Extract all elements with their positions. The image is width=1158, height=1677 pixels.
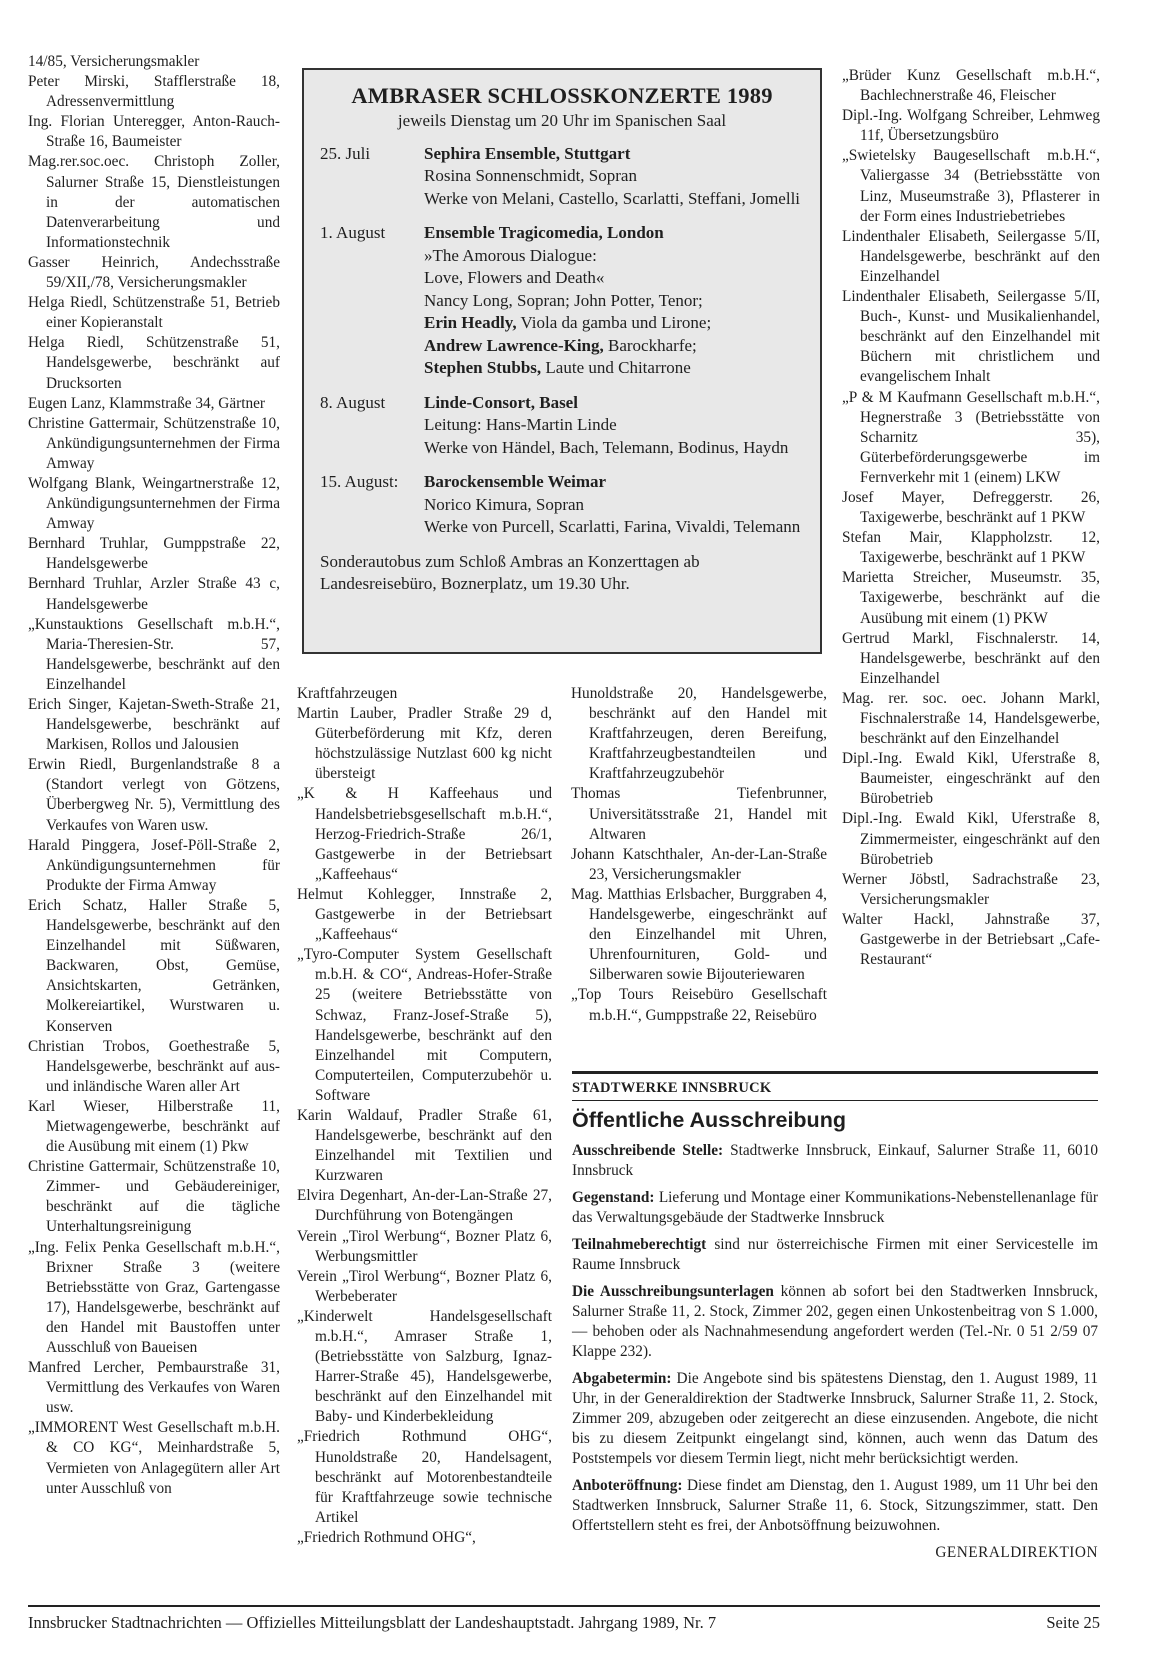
register-entry: Dipl.-Ing. Ewald Kikl, Uferstraße 8, Zimmermeister, eingeschränkt auf den Bürobetrieb — [842, 810, 1100, 868]
concert-line: »The Amorous Dialogue: — [424, 245, 597, 265]
concert-line: Norico Kimura, Sopran — [424, 494, 585, 514]
register-entry: Eugen Lanz, Klammstraße 34, Gärtner — [28, 394, 266, 412]
concert-date: 25. Juli — [320, 143, 371, 163]
tender-paragraph-text: Die Angebote sind bis spätestens Dienstag, den 1. August 1989, 11 Uhr, in der Generaldirektion der Stadtwerke Innsbruck, Salurner Straße 11, 2. Stock, Zimmer 209, abzugeben oder zeitgerecht an diese einzusenden. Angebote, die nicht bis zu diesem Zeitpunkt eingelangt sind, können, auch wenn das Datum des Poststempels vor diesem Termin liegt, nicht mehr berücksichtigt werden. — [572, 1370, 1098, 1467]
concert-line: Werke von Händel, Bach, Telemann, Bodinus, Haydn — [424, 437, 789, 457]
concert-event — [320, 222, 804, 380]
register-entry: „Friedrich Rothmund OHG“, Hunoldstraße 20, Handelsagent, beschränkt auf Motorenbestandteile für Kraftfahrzeuge sowie technische Artikel — [297, 1428, 552, 1526]
concert-line: Werke von Purcell, Scarlatti, Farina, Vivaldi, Telemann — [424, 517, 801, 536]
register-entry: Bernhard Truhlar, Arzler Straße 43 c, Handelsgewerbe — [28, 575, 280, 613]
concert-line: Stephen Stubbs, Laute und Chitarrone — [424, 358, 691, 377]
performer-name: Andrew Lawrence-King, — [424, 335, 604, 355]
register-entry: „Brüder Kunz Gesellschaft m.b.H.“, Bachlechnerstraße 46, Fleischer — [842, 67, 1100, 105]
public-tender-notice — [572, 1071, 1098, 1563]
register-entry: „Swietelsky Baugesellschaft m.b.H.“, Valiergasse 34 (Betriebsstätte von Linz, Museumstraße 3), Pflasterer in der Form eines Industriebetriebes — [842, 147, 1100, 225]
concert-line: Nancy Long, Sopran; John Potter, Tenor; — [424, 290, 703, 310]
concert-line: Love, Flowers and Death« — [424, 268, 605, 287]
concert-bus-note: Sonderautobus zum Schloß Ambras an Konzerttagen ab Landesreisebüro, Boznerplatz, um 19.30 Uhr. — [320, 551, 700, 593]
register-entry: Christine Gattermair, Schützenstraße 10, Ankündigungsunternehmen der Firma Amway — [28, 414, 280, 472]
register-entry: Kraftfahrzeugen — [297, 685, 398, 702]
register-entry: Christian Trobos, Goethestraße 5, Handelsgewerbe, beschränkt auf aus- und inländische Waren aller Art — [28, 1037, 280, 1095]
concert-details — [424, 222, 804, 380]
concert-line: Rosina Sonnenschmidt, Sopran — [424, 166, 637, 185]
register-entry: Dipl.-Ing. Wolfgang Schreiber, Lehmweg 11f, Übersetzungsbüro — [842, 107, 1100, 145]
register-entry: „Kunstauktions Gesellschaft m.b.H.“, Maria-Theresien-Str. 57, Handelsgewerbe, beschränkt auf den Einzelhandel — [28, 615, 280, 693]
concert-event — [320, 143, 804, 211]
register-entry: Helga Riedl, Schützenstraße 51, Handelsgewerbe, beschränkt auf Drucksorten — [28, 334, 280, 392]
tender-body — [572, 1141, 1098, 1536]
register-entry: Verein „Tirol Werbung“, Bozner Platz 6, Werbungsmittler — [297, 1227, 552, 1265]
tender-paragraph-text: Stadtwerke Innsbruck, Einkauf, Salurner Straße 11, 6010 Innsbruck — [572, 1142, 1099, 1179]
register-entry: „Ing. Felix Penka Gesellschaft m.b.H.“, Brixner Straße 3 (weitere Betriebsstätte von Graz, Gartengasse 17), Handelsgewerbe, beschränkt auf den Handel mit Baustoffen unter Ausschluß von Baueisen — [28, 1238, 280, 1356]
register-entry: Walter Hackl, Jahnstraße 37, Gastgewerbe in der Betriebsart „Cafe-Restaurant“ — [842, 910, 1100, 969]
page-footer — [28, 1605, 1100, 1632]
register-entry: Christine Gattermair, Schützenstraße 10, Zimmer- und Gebäudereiniger, beschränkt auf die tägliche Unterhaltungsreinigung — [28, 1158, 280, 1236]
register-column-2 — [297, 684, 552, 1548]
tender-paragraph-label: Teilnahmeberechtigt — [572, 1236, 707, 1253]
performer-name: Stephen Stubbs, — [424, 358, 542, 377]
register-entry: „Tyro-Computer System Gesellschaft m.b.H. & CO“, Andreas-Hofer-Straße 25 (weitere Betriebsstätte von Schwaz, Franz-Josef-Straße 5), Handelsgewerbe, beschränkt auf den Einzelhandel mit Computern, Computerteilen, Computerzubehör u. Software — [297, 946, 552, 1104]
concert-announcement-box — [302, 68, 822, 654]
register-entry: „IMMORENT West Gesellschaft m.b.H. & CO KG“, Meinhardstraße 5, Vermieten von Anlagegütern aller Art unter Ausschluß von — [28, 1419, 280, 1497]
register-entry: Karin Waldauf, Pradler Straße 61, Handelsgewerbe, beschränkt auf den Einzelhandel mit Textilien und Kurzwaren — [297, 1106, 552, 1185]
register-entry: „K & H Kaffeehaus und Handelsbetriebsgesellschaft m.b.H.“, Herzog-Friedrich-Straße 26/1, Gastgewerbe in der Betriebsart „Kaffeehaus“ — [297, 785, 552, 883]
tender-top-rule — [572, 1071, 1098, 1074]
concert-date: 1. August — [320, 223, 386, 242]
tender-paragraph-label: Gegenstand: — [572, 1189, 655, 1206]
register-entry: Ing. Florian Unteregger, Anton-Rauch-Straße 16, Baumeister — [28, 113, 280, 151]
tender-paragraph-label: Anboteröffnung: — [572, 1477, 683, 1494]
concert-line: Werke von Melani, Castello, Scarlatti, Steffani, Jomelli — [424, 188, 801, 208]
concert-ensemble: Linde-Consort, Basel — [424, 392, 578, 412]
tender-paragraph — [572, 1369, 1098, 1469]
register-entry: „Kinderwelt Handelsgesellschaft m.b.H.“, Amraser Straße 1, (Betriebsstätte von Salzburg, Ignaz-Harrer-Straße 45), Handelsgewerbe, beschränkt auf den Einzelhandel mit Baby- und Kinderbekleidung — [297, 1307, 552, 1426]
tender-paragraph-label: Ausschreibende Stelle: — [572, 1142, 724, 1159]
register-entry: Manfred Lercher, Pembaurstraße 31, Vermittlung des Verkaufes von Waren usw. — [28, 1359, 280, 1417]
register-entry: Stefan Mair, Klappholzstr. 12, Taxigewerbe, beschränkt auf 1 PKW — [842, 529, 1100, 567]
concert-event — [320, 392, 804, 460]
register-column-3 — [571, 684, 827, 1026]
concert-title: AMBRASER SCHLOSSKONZERTE 1989 — [351, 83, 773, 108]
register-entry: Mag. rer. soc. oec. Johann Markl, Fischnalerstraße 14, Handelsgewerbe, beschränkt auf den Einzelhandel — [842, 689, 1100, 748]
performer-name: Erin Headly, — [424, 313, 517, 332]
register-entry: Dipl.-Ing. Ewald Kikl, Uferstraße 8, Baumeister, eingeschränkt auf den Bürobetrieb — [842, 750, 1100, 808]
page-number: Seite 25 — [1046, 1613, 1100, 1632]
register-entry: „Top Tours Reisebüro Gesellschaft m.b.H.“, Gumppstraße 22, Reisebüro — [571, 986, 827, 1024]
tender-paragraph-text: Lieferung und Montage einer Kommunikations-Nebenstellenanlage für das Verwaltungsgebäude der Stadtwerke Innsbruck — [572, 1189, 1098, 1226]
concert-line: Erin Headly, Viola da gamba und Lirone; — [424, 313, 712, 332]
concert-subtitle: jeweils Dienstag um 20 Uhr im Spanischen Saal — [397, 111, 727, 130]
publication-line: Innsbrucker Stadtnachrichten — Offizielles Mitteilungsblatt der Landeshauptstadt. Jahrgang 1989, Nr. 7 — [28, 1613, 717, 1632]
concert-details — [424, 392, 804, 460]
concert-ensemble: Ensemble Tragicomedia, London — [424, 223, 664, 242]
register-entry: Bernhard Truhlar, Gumppstraße 22, Handelsgewerbe — [28, 535, 280, 573]
tender-paragraph — [572, 1141, 1098, 1181]
register-entry: Wolfgang Blank, Weingartnerstraße 12, Ankündigungsunternehmen der Firma Amway — [28, 474, 280, 533]
concert-ensemble: Barockensemble Weimar — [424, 472, 607, 491]
register-entry: Josef Mayer, Defreggerstr. 26, Taxigewerbe, beschränkt auf 1 PKW — [842, 488, 1100, 527]
register-entry: Helmut Kohlegger, Innstraße 2, Gastgewerbe in der Betriebsart „Kaffeehaus“ — [297, 885, 552, 944]
concert-line: Leitung: Hans-Martin Linde — [424, 415, 617, 434]
tender-paragraph — [572, 1476, 1098, 1536]
register-entry: Thomas Tiefenbrunner, Universitätsstraße 21, Handel mit Altwaren — [571, 785, 827, 843]
register-entry: Hunoldstraße 20, Handelsgewerbe, beschränkt auf den Handel mit Kraftfahrzeugen, deren Bereifung, Kraftfahrzeugbestandteilen und Kraftfahrzeugzubehör — [571, 685, 827, 783]
concert-ensemble: Sephira Ensemble, Stuttgart — [424, 143, 631, 163]
concert-details — [424, 143, 804, 211]
register-entry: Lindenthaler Elisabeth, Seilergasse 5/II, Handelsgewerbe, beschränkt auf den Einzelhandel — [842, 227, 1100, 285]
tender-publisher: STADTWERKE INNSBRUCK — [572, 1078, 1098, 1101]
register-entry: Harald Pinggera, Josef-Pöll-Straße 2, Ankündigungsunternehmen für Produkte der Firma Amway — [28, 836, 280, 894]
tender-paragraph-label: Die Ausschreibungsunterlagen — [572, 1283, 774, 1300]
tender-paragraph-text: Diese findet am Dienstag, den 1. August 1989, um 11 Uhr bei den Stadtwerken Innsbruck, Salurner Straße 11, 6. Stock, Sitzungszimmer, statt. Den Offertstellern steht es frei, der Anbotsöffnung beizuwohnen. — [572, 1477, 1098, 1534]
register-entry: Lindenthaler Elisabeth, Seilergasse 5/II, Buch-, Kunst- und Musikalienhandel, beschränkt auf den Einzelhandel mit Büchern mit christlichem und evangelischem Inhalt — [842, 288, 1100, 386]
register-entry: Peter Mirski, Stafflerstraße 18, Adressenvermittlung — [28, 73, 280, 111]
register-entry: Werner Jöbstl, Sadrachstraße 23, Versicherungsmakler — [842, 870, 1100, 908]
concert-event — [320, 471, 804, 539]
register-entry: Karl Wieser, Hilberstraße 11, Mietwagengewerbe, beschränkt auf die Ausübung mit einem (1) Pkw — [28, 1097, 280, 1156]
register-entry: Elvira Degenhart, An-der-Lan-Straße 27, Durchführung von Botengängen — [297, 1187, 552, 1225]
tender-paragraph-text: können ab sofort bei den Stadtwerken Innsbruck, Salurner Straße 11, 2. Stock, Zimmer 202, gegen einen Unkostenbeitrag von S 1.000,— behoben oder als Nachnahmesendung angefordert werden (Tel.-Nr. 0 51 2/59 07 Klappe 232). — [572, 1283, 1098, 1360]
tender-paragraph-label: Abgabetermin: — [572, 1370, 672, 1387]
register-entry: „Friedrich Rothmund OHG“, — [297, 1528, 476, 1546]
register-entry: Erwin Riedl, Burgenlandstraße 8 a (Standort verlegt von Götzens, Überbergweg Nr. 5), Vermittlung des Verkaufes von Waren usw. — [28, 756, 280, 834]
register-entry: Erich Singer, Kajetan-Sweth-Straße 21, Handelsgewerbe, beschränkt auf Markisen, Rollos und Jalousien — [28, 696, 280, 754]
tender-title: Öffentliche Ausschreibung — [572, 1108, 846, 1132]
register-entry: Gasser Heinrich, Andechsstraße 59/XII,/78, Versicherungsmakler — [28, 253, 280, 292]
register-entry: Martin Lauber, Pradler Straße 29 d, Güterbeförderung mit Kfz, deren höchstzulässige Nutzlast 600 kg nicht übersteigt — [297, 705, 552, 783]
register-column-1 — [28, 52, 280, 1499]
register-entry: 14/85, Versicherungsmakler — [28, 53, 200, 70]
concert-date: 8. August — [320, 392, 386, 412]
concert-event-list — [320, 143, 804, 539]
register-entry: Erich Schatz, Haller Straße 5, Handelsgewerbe, beschränkt auf den Einzelhandel mit Süßwaren, Backwaren, Obst, Gemüse, Ansichtskarten, Getränken, Molkereiartikel, Wurstwaren u. Konserven — [28, 896, 280, 1035]
tender-paragraph — [572, 1235, 1098, 1275]
tender-paragraph — [572, 1282, 1098, 1362]
tender-signature: GENERALDIREKTION — [935, 1544, 1098, 1561]
concert-details — [424, 471, 804, 539]
tender-paragraph — [572, 1188, 1098, 1228]
concert-line: Andrew Lawrence-King, Barockharfe; — [424, 335, 697, 355]
register-entry: Gertrud Markl, Fischnalerstr. 14, Handelsgewerbe, beschränkt auf den Einzelhandel — [842, 629, 1100, 687]
register-entry: Marietta Streicher, Museumstr. 35, Taxigewerbe, beschränkt auf die Ausübung mit einem (1) PKW — [842, 569, 1100, 627]
register-entry: „P & M Kaufmann Gesellschaft m.b.H.“, Hegnerstraße 3 (Betriebsstätte von Scharnitz 35), Güterbeförderungsgewerbe im Fernverkehr mit 1 (einem) LKW — [842, 388, 1100, 486]
register-entry: Mag.rer.soc.oec. Christoph Zoller, Salurner Straße 15, Dienstleistungen in der automatischen Datenverarbeitung und Informationstechnik — [28, 153, 280, 251]
register-entry: Verein „Tirol Werbung“, Bozner Platz 6, Werbeberater — [297, 1267, 552, 1305]
register-entry: Helga Riedl, Schützenstraße 51, Betrieb einer Kopieranstalt — [28, 294, 280, 332]
register-column-4 — [842, 66, 1100, 970]
tender-paragraph-text: sind nur österreichische Firmen mit einer Servicestelle im Raume Innsbruck — [572, 1236, 1098, 1273]
concert-date: 15. August: — [320, 472, 399, 491]
register-entry: Johann Katschthaler, An-der-Lan-Straße 23, Versicherungsmakler — [571, 845, 827, 883]
register-entry: Mag. Matthias Erlsbacher, Burggraben 4, Handelsgewerbe, eingeschränkt auf den Einzelhandel mit Uhren, Uhrenfournituren, Gold- und Silberwaren sowie Bijouteriewaren — [571, 885, 827, 984]
